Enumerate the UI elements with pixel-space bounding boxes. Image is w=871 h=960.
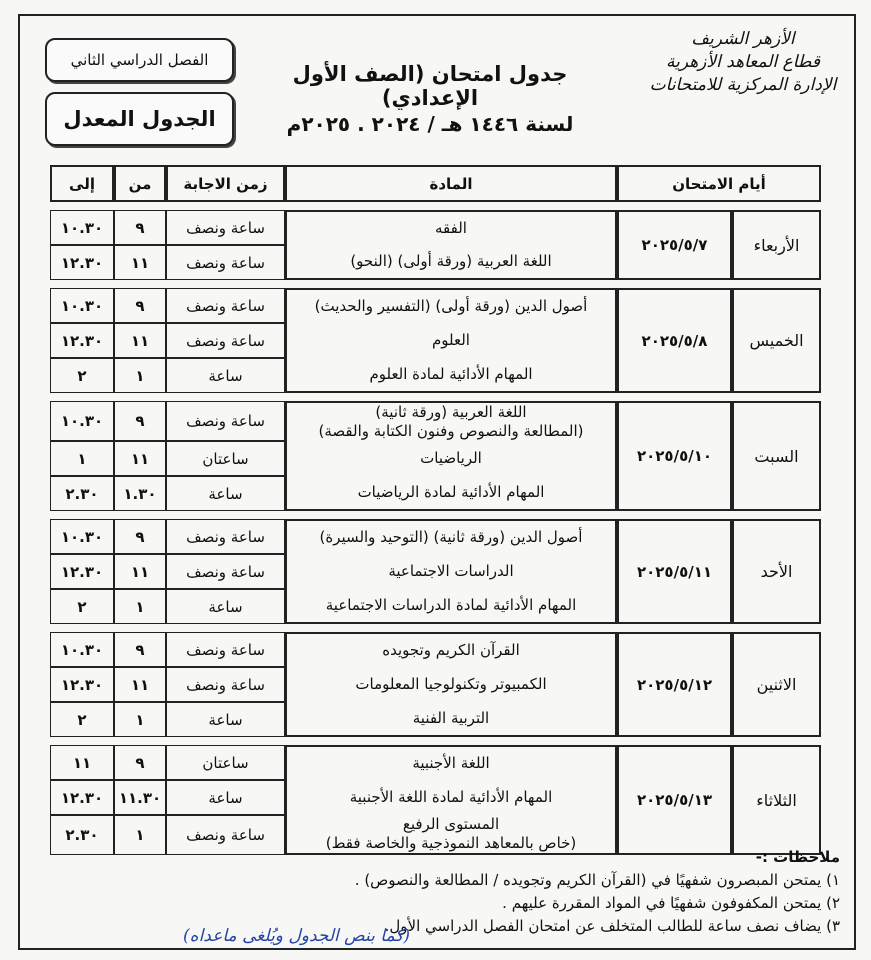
from-time: ١١ bbox=[114, 554, 166, 589]
subject-cell bbox=[285, 780, 617, 815]
subject-cell bbox=[285, 667, 617, 702]
duration-cell: ساعة ونصف bbox=[166, 815, 285, 855]
subject-cell bbox=[285, 288, 617, 323]
subject-name: اللغة العربية (ورقة ثانية) bbox=[375, 403, 527, 421]
to-time: ١٢.٣٠ bbox=[50, 667, 114, 702]
subject-name: المهام الأدائية لمادة الدراسات الاجتماعية bbox=[325, 596, 577, 614]
modified-badge: الجدول المعدل bbox=[45, 92, 234, 146]
duration-cell: ساعة ونصف bbox=[166, 245, 285, 280]
table-row bbox=[50, 288, 821, 323]
header-to: إلى bbox=[50, 165, 114, 202]
duration-cell: ساعة bbox=[166, 589, 285, 624]
subject-detail: (خاص بالمعاهد النموذجية والخاصة فقط) bbox=[325, 834, 577, 852]
exam-date: ٢٠٢٥/٥/١١ bbox=[617, 519, 732, 624]
to-time: ١٠.٣٠ bbox=[50, 632, 114, 667]
subject-name: المهام الأدائية لمادة العلوم bbox=[369, 365, 533, 383]
duration-cell: ساعة bbox=[166, 358, 285, 393]
duration-cell: ساعة ونصف bbox=[166, 667, 285, 702]
subject-name: المهام الأدائية لمادة الرياضيات bbox=[357, 483, 545, 501]
subject-name: الرياضيات bbox=[420, 449, 482, 467]
table-row bbox=[50, 401, 821, 441]
notes-section bbox=[40, 846, 840, 938]
table-header-row bbox=[50, 165, 821, 202]
from-time: ١ bbox=[114, 589, 166, 624]
from-time: ١١.٣٠ bbox=[114, 780, 166, 815]
from-time: ١ bbox=[114, 815, 166, 855]
subject-name: القرآن الكريم وتجويده bbox=[382, 641, 520, 659]
header-day: أيام الامتحان bbox=[617, 165, 821, 202]
to-time: ٢ bbox=[50, 589, 114, 624]
exam-date: ٢٠٢٥/٥/٨ bbox=[617, 288, 732, 393]
from-time: ١١ bbox=[114, 441, 166, 476]
org-line: قطاع المعاهد الأزهرية bbox=[665, 52, 821, 72]
institution-logo bbox=[638, 28, 848, 97]
table-row bbox=[50, 210, 821, 245]
subject-name: الكمبيوتر وتكنولوجيا المعلومات bbox=[355, 675, 547, 693]
to-time: ١ bbox=[50, 441, 114, 476]
subject-cell bbox=[285, 441, 617, 476]
to-time: ١١ bbox=[50, 745, 114, 780]
semester-badge: الفصل الدراسي الثاني bbox=[45, 38, 234, 82]
duration-cell: ساعتان bbox=[166, 441, 285, 476]
notes-heading: ملاحظات :- bbox=[755, 848, 840, 866]
to-time: ٢ bbox=[50, 358, 114, 393]
from-time: ١١ bbox=[114, 245, 166, 280]
to-time: ١٢.٣٠ bbox=[50, 323, 114, 358]
to-time: ١٠.٣٠ bbox=[50, 210, 114, 245]
exam-day: الثلاثاء bbox=[732, 745, 821, 855]
to-time: ٢.٣٠ bbox=[50, 815, 114, 855]
to-time: ١٢.٣٠ bbox=[50, 780, 114, 815]
from-time: ٩ bbox=[114, 745, 166, 780]
subject-cell bbox=[285, 245, 617, 280]
table-row bbox=[50, 632, 821, 667]
subject-name: المهام الأدائية لمادة اللغة الأجنبية bbox=[349, 788, 553, 806]
academic-year: لسنة ١٤٤٦ هـ / ٢٠٢٤ . ٢٠٢٥م bbox=[286, 112, 574, 136]
subject-cell bbox=[285, 210, 617, 245]
exam-day: السبت bbox=[732, 401, 821, 511]
duration-cell: ساعة bbox=[166, 702, 285, 737]
from-time: ٩ bbox=[114, 632, 166, 667]
duration-cell: ساعة ونصف bbox=[166, 632, 285, 667]
to-time: ١٠.٣٠ bbox=[50, 401, 114, 441]
exam-schedule-table bbox=[50, 165, 821, 855]
table-row bbox=[50, 519, 821, 554]
from-time: ٩ bbox=[114, 519, 166, 554]
duration-cell: ساعتان bbox=[166, 745, 285, 780]
org-line: الأزهر الشريف bbox=[691, 29, 795, 49]
subject-cell bbox=[285, 589, 617, 624]
to-time: ١٢.٣٠ bbox=[50, 554, 114, 589]
subject-name: أصول الدين (ورقة أولى) (التفسير والحديث) bbox=[314, 297, 588, 315]
page-title: جدول امتحان (الصف الأول الإعدادي) bbox=[292, 62, 568, 110]
from-time: ١.٣٠ bbox=[114, 476, 166, 511]
header-subject: المادة bbox=[285, 165, 617, 202]
to-time: ١٠.٣٠ bbox=[50, 288, 114, 323]
table-row bbox=[50, 745, 821, 780]
exam-date: ٢٠٢٥/٥/٧ bbox=[617, 210, 732, 280]
subject-cell bbox=[285, 745, 617, 780]
from-time: ١١ bbox=[114, 323, 166, 358]
from-time: ١١ bbox=[114, 667, 166, 702]
exam-date: ٢٠٢٥/٥/١٣ bbox=[617, 745, 732, 855]
subject-name: العلوم bbox=[432, 331, 470, 349]
exam-date: ٢٠٢٥/٥/١٠ bbox=[617, 401, 732, 511]
exam-day: الخميس bbox=[732, 288, 821, 393]
duration-cell: ساعة ونصف bbox=[166, 323, 285, 358]
subject-name: التربية الفنية bbox=[412, 709, 490, 727]
to-time: ١٠.٣٠ bbox=[50, 519, 114, 554]
duration-cell: ساعة bbox=[166, 476, 285, 511]
org-line: الإدارة المركزية للامتحانات bbox=[649, 75, 837, 95]
from-time: ١ bbox=[114, 358, 166, 393]
subject-name: أصول الدين (ورقة ثانية) (التوحيد والسيرة) bbox=[319, 528, 583, 546]
subject-cell bbox=[285, 358, 617, 393]
from-time: ٩ bbox=[114, 401, 166, 441]
from-time: ٩ bbox=[114, 288, 166, 323]
to-time: ١٢.٣٠ bbox=[50, 245, 114, 280]
subject-cell bbox=[285, 632, 617, 667]
header-from: من bbox=[114, 165, 166, 202]
subject-cell bbox=[285, 476, 617, 511]
subject-name: الفقه bbox=[435, 219, 467, 237]
subject-cell bbox=[285, 702, 617, 737]
duration-cell: ساعة ونصف bbox=[166, 288, 285, 323]
duration-cell: ساعة ونصف bbox=[166, 210, 285, 245]
note-item: ٣) يضاف نصف ساعة للطالب المتخلف عن امتحان الفصل الدراسي الأول. bbox=[384, 917, 840, 935]
subject-cell bbox=[285, 519, 617, 554]
header-duration: زمن الاجابة bbox=[166, 165, 285, 202]
from-time: ٩ bbox=[114, 210, 166, 245]
handwritten-note: (كما بنص الجدول ويُلغى ماعداه) bbox=[183, 926, 410, 946]
exam-day: الأحد bbox=[732, 519, 821, 624]
subject-name: اللغة الأجنبية bbox=[412, 754, 490, 772]
duration-cell: ساعة bbox=[166, 780, 285, 815]
subject-cell bbox=[285, 554, 617, 589]
duration-cell: ساعة ونصف bbox=[166, 519, 285, 554]
to-time: ٢.٣٠ bbox=[50, 476, 114, 511]
subject-detail: (المطالعة والنصوص وفنون الكتابة والقصة) bbox=[318, 422, 584, 440]
subject-name: اللغة العربية (ورقة أولى) (النحو) bbox=[350, 252, 552, 270]
to-time: ٢ bbox=[50, 702, 114, 737]
exam-date: ٢٠٢٥/٥/١٢ bbox=[617, 632, 732, 737]
subject-cell bbox=[285, 401, 617, 441]
note-item: ١) يمتحن المبصرون شفهيًا في (القرآن الكريم وتجويده / المطالعة والنصوص) . bbox=[354, 871, 840, 889]
from-time: ١ bbox=[114, 702, 166, 737]
exam-day: الأربعاء bbox=[732, 210, 821, 280]
subject-name: المستوى الرفيع bbox=[402, 815, 500, 833]
exam-day: الاثنين bbox=[732, 632, 821, 737]
subject-cell bbox=[285, 323, 617, 358]
duration-cell: ساعة ونصف bbox=[166, 401, 285, 441]
subject-name: الدراسات الاجتماعية bbox=[388, 562, 514, 580]
duration-cell: ساعة ونصف bbox=[166, 554, 285, 589]
note-item: ٢) يمتحن المكفوفون شفهيًا في المواد المقررة عليهم . bbox=[502, 894, 840, 912]
